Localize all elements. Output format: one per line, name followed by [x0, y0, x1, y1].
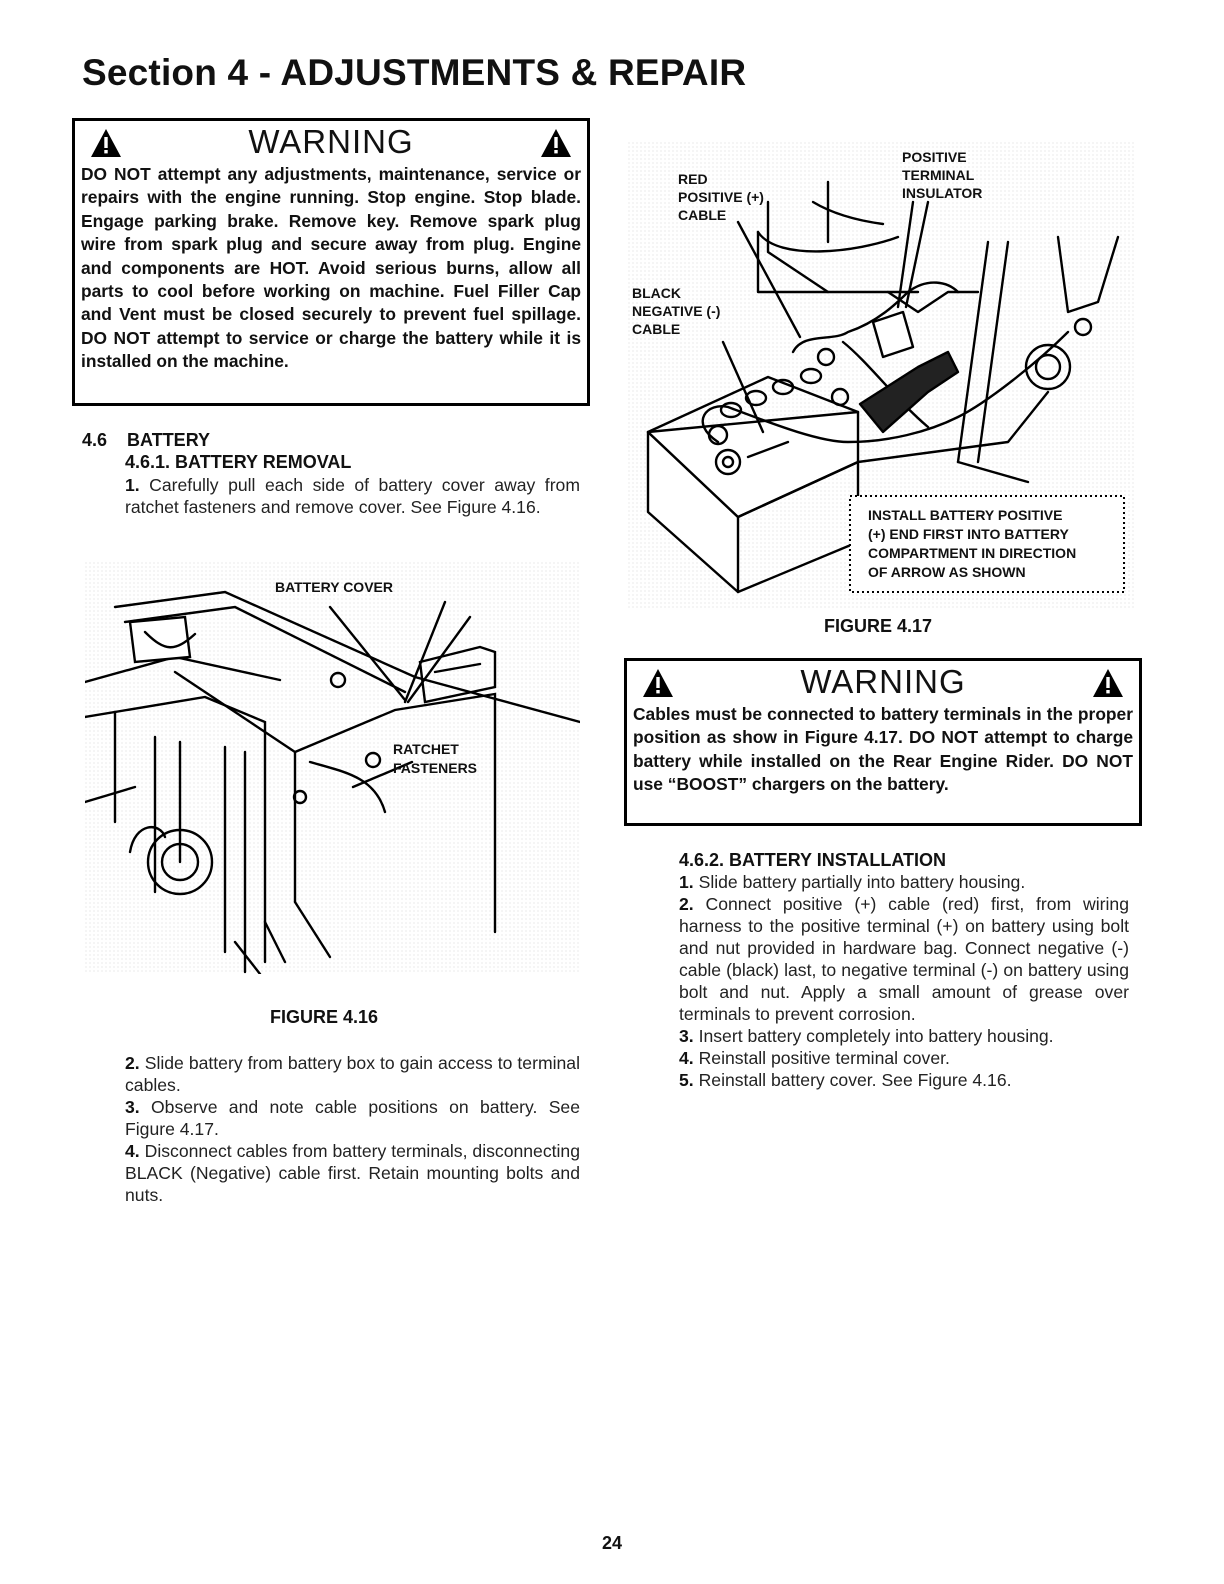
- list-item: 4. Reinstall positive terminal cover.: [679, 1048, 950, 1068]
- list-item: 1. Carefully pull each side of battery cover away from ratchet fasteners and remove cover. See Figure 4.16.: [125, 475, 580, 517]
- warning-triangle-icon: [89, 127, 123, 159]
- warning-triangle-icon: [539, 127, 573, 159]
- label-battery-cover: BATTERY COVER: [275, 579, 393, 595]
- warning-box-cables: [624, 658, 1142, 826]
- warning-title: WARNING: [248, 123, 414, 160]
- warning-text: Cables must be connected to battery terminals in the proper position as show in Figure 4.17. DO NOT attempt to charge battery while installed on the Rear Engine Rider. DO NOT use “BOOST” chargers on the battery.: [633, 704, 1133, 795]
- label-cable: CABLE: [632, 321, 681, 337]
- label-negative: NEGATIVE (-): [632, 303, 721, 319]
- warning-triangle-icon: [641, 667, 675, 699]
- label-red: RED: [678, 171, 708, 187]
- install-note-line: COMPARTMENT IN DIRECTION: [868, 545, 1077, 561]
- subsection-heading-removal: 4.6.1. BATTERY REMOVAL: [125, 452, 352, 472]
- figure-4-17-illustration: [628, 142, 1136, 608]
- label-insulator: INSULATOR: [902, 185, 983, 201]
- section-heading-battery: 4.6 BATTERY: [82, 430, 211, 450]
- list-item: 1. Slide battery partially into battery housing.: [679, 872, 1026, 892]
- label-terminal: TERMINAL: [902, 167, 975, 183]
- warning-triangle-icon: [1091, 667, 1125, 699]
- label-positive: POSITIVE (+): [678, 189, 764, 205]
- warning-title: WARNING: [800, 663, 966, 700]
- removal-steps-a: [125, 474, 580, 518]
- figure-4-16-illustration: [85, 562, 580, 974]
- label-fasteners: FASTENERS: [393, 760, 478, 776]
- warning-header: [75, 121, 587, 163]
- installation-steps: [679, 871, 1129, 1091]
- figure-4-16-caption: FIGURE 4.16: [270, 1007, 379, 1027]
- list-item: 2. Connect positive (+) cable (red) first, from wiring harness to the positive terminal (+) on battery using bolt and nut provided in hardware bag. Connect negative (-) cable (black) last, to negative terminal (-) on battery using bolt and nut. Apply a small amount of grease over terminals to prevent corrosion.: [679, 894, 1130, 1024]
- label-cable: CABLE: [678, 207, 727, 223]
- install-note-line: OF ARROW AS SHOWN: [868, 564, 1026, 580]
- figure-4-17-caption: FIGURE 4.17: [824, 616, 933, 636]
- removal-steps-b: [125, 1052, 580, 1206]
- install-note-line: (+) END FIRST INTO BATTERY: [868, 526, 1069, 542]
- subsection-heading-installation: 4.6.2. BATTERY INSTALLATION: [679, 850, 947, 870]
- warning-box-maintenance: [72, 118, 590, 406]
- list-item: 5. Reinstall battery cover. See Figure 4.16.: [679, 1070, 1012, 1090]
- label-positive-terminal: POSITIVE: [902, 149, 967, 165]
- list-item: 3. Observe and note cable positions on battery. See Figure 4.17.: [125, 1097, 580, 1139]
- page-title: Section 4 - ADJUSTMENTS & REPAIR: [82, 52, 747, 93]
- list-item: 3. Insert battery completely into battery housing.: [679, 1026, 1054, 1046]
- list-item: 2. Slide battery from battery box to gain access to terminal cables.: [125, 1053, 580, 1095]
- page-number: 24: [601, 1533, 623, 1553]
- install-note-line: INSTALL BATTERY POSITIVE: [868, 507, 1063, 523]
- warning-text: DO NOT attempt any adjustments, maintenance, service or repairs with the engine running. Stop engine. Stop blade. Engage parking brake. Remove key. Remove spark plug wire from spark plug and secure away from plug. Engine and components are HOT. Avoid serious burns, allow all parts to cool before working on machine. Fuel Filler Cap and Vent must be closed securely to prevent fuel spillage. DO NOT attempt to service or charge the battery while it is installed on the machine.: [81, 164, 581, 372]
- label-ratchet: RATCHET: [393, 741, 459, 757]
- warning-header: [627, 661, 1139, 703]
- list-item: 4. Disconnect cables from battery terminals, disconnecting BLACK (Negative) cable first. Retain mounting bolts and nuts.: [125, 1141, 580, 1205]
- label-black: BLACK: [632, 285, 681, 301]
